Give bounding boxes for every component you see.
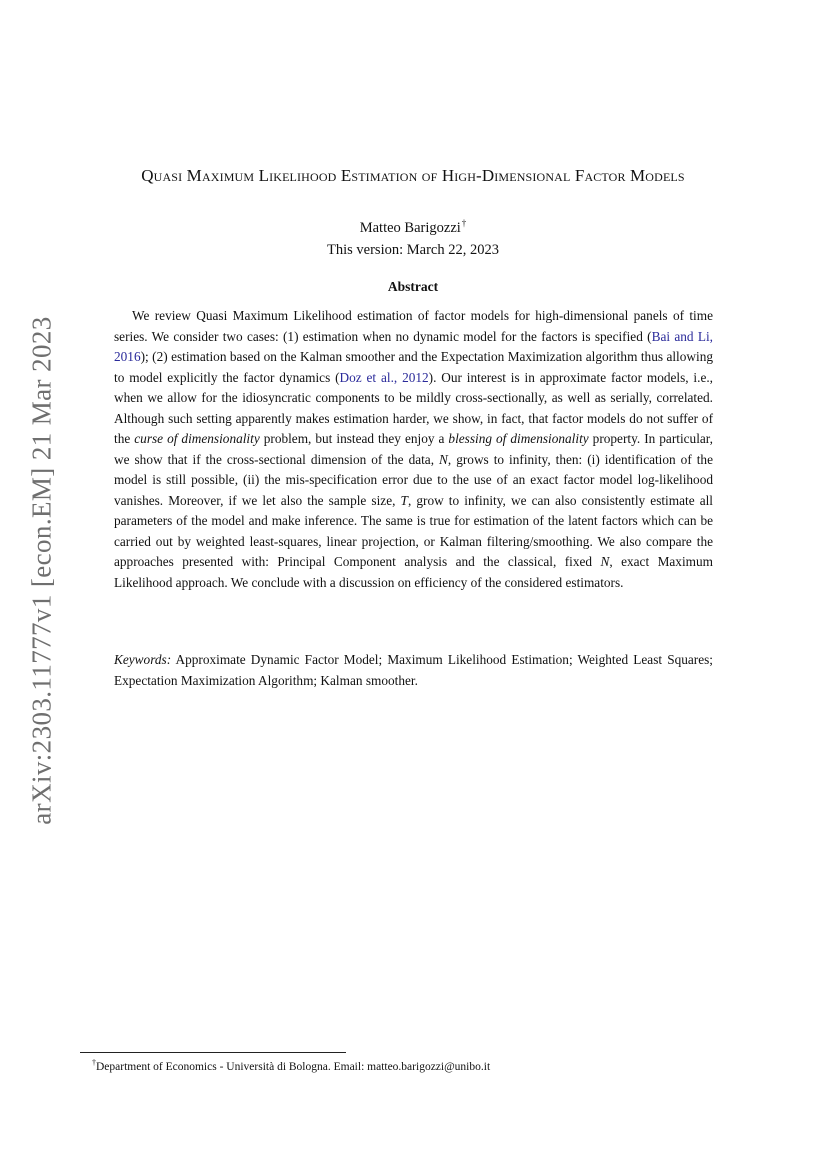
version-date: This version: March 22, 2023 (327, 242, 499, 258)
keywords-block (114, 650, 713, 691)
author-name: Matteo Barigozzi (359, 219, 461, 236)
author-line (80, 218, 746, 237)
footnote (92, 1058, 490, 1073)
math-variable-n: N (600, 554, 610, 569)
math-variable-n: N (439, 451, 448, 467)
footnote-divider (80, 1052, 346, 1053)
math-variable-t: T (400, 492, 408, 508)
abstract-text: property. In particular, we show that if the cross-sectional dimension of the data, (114, 431, 714, 467)
paper-title: Quasi Maximum Likelihood Estimation of High-Dimensional Factor Models (141, 166, 685, 185)
abstract-text: , exact Maximum Likelihood approach. We conclude with a discussion on efficiency of the considered estimators. (114, 554, 713, 590)
emphasis-curse: curse of dimensionality (134, 431, 260, 446)
emphasis-blessing: blessing of dimensionality (448, 431, 589, 446)
keywords-label: Keywords: (114, 652, 172, 667)
footnote-mark: † (92, 1058, 96, 1067)
abstract-text: , grows to infinity, then: (i) identification of the model is still possible, (ii) the mis-specification error due to the use of an exact factor model log-likelihood vanishes. Moreover, if we let also the sample size, (114, 451, 713, 508)
abstract-body (114, 306, 713, 593)
author-footnote-mark[interactable]: † (461, 218, 467, 228)
arxiv-identifier-text: arXiv:2303.11777v1 [econ.EM] 21 Mar 2023 (26, 315, 57, 825)
footnote-text: Department of Economics - Università di Bologna. Email: matteo.barigozzi@unibo.it (96, 1060, 491, 1073)
abstract-text: problem, but instead they enjoy a (259, 431, 449, 446)
citation-link-doz[interactable]: Doz et al., 2012 (339, 369, 429, 385)
abstract-text: ). Our interest is in approximate factor models, i.e., when we allow for the idiosyncratic components to be mildly cross-sectionally, as well as serially, correlated. Although such setting apparently makes estimation harder, we show, in fact, that factor models do not suffer of the (114, 369, 714, 446)
citation-link-bai-li[interactable]: Bai and Li, 2016 (114, 328, 713, 364)
abstract-text: , grow to infinity, we can also consistently estimate all parameters of the model and make inference. The same is true for estimation of the latent factors which can be carried out by weighted least-squares, linear projection, or Kalman filtering/smoothing. We also compare the approaches presented with: Principal Component analysis and the classical, fixed (114, 492, 713, 569)
arxiv-identifier-stamp (16, 308, 68, 832)
abstract-heading: Abstract (387, 279, 439, 294)
keywords-text: Approximate Dynamic Factor Model; Maximum Likelihood Estimation; Weighted Least Squares; Expectation Maximization Algorithm; Kalman smoother. (114, 652, 713, 688)
abstract-text: ); (2) estimation based on the Kalman smoother and the Expectation Maximization algorithm thus allowing to model explicitly the factor dynamics ( (114, 349, 713, 385)
abstract-text: We review Quasi Maximum Likelihood estimation of factor models for high-dimensional panels of time series. We consider two cases: (1) estimation when no dynamic model for the factors is specified ( (114, 308, 713, 344)
